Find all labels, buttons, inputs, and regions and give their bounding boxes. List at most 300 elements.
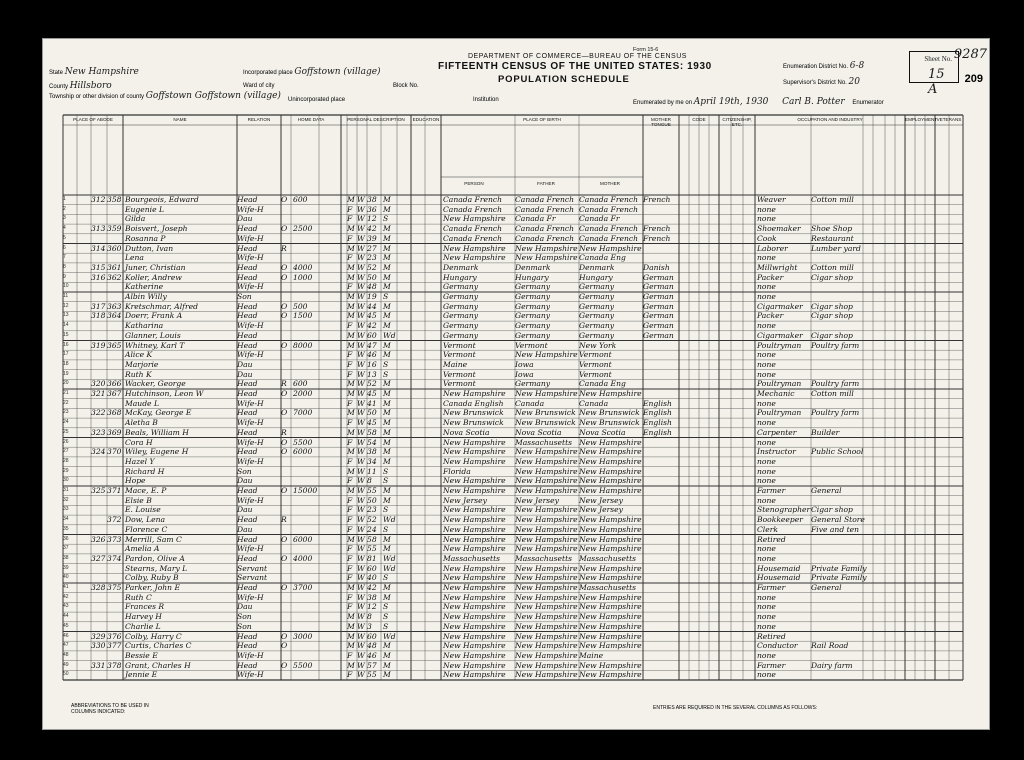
- cell-rel: Wife-H: [237, 650, 264, 660]
- cell-occ: none: [757, 544, 776, 554]
- cell-bp: Vermont: [443, 369, 476, 379]
- cell-name: Beals, William H: [125, 427, 189, 437]
- cell-n: 33: [63, 506, 69, 513]
- cell-mar: M: [383, 224, 391, 234]
- cell-name: Doerr, Frank A: [125, 311, 183, 321]
- cell-bp: New Hampshire: [443, 389, 506, 398]
- cell-age: 12: [367, 602, 377, 612]
- cell-own: O: [281, 224, 288, 234]
- cell-n: 2: [63, 205, 66, 212]
- cell-n: 24: [63, 419, 69, 426]
- cell-name: Bessie E: [125, 650, 158, 660]
- cell-mar: M: [383, 195, 391, 204]
- cell-mbp: New Hampshire: [579, 631, 642, 641]
- cell-rel: Dau: [237, 369, 253, 379]
- cell-race: W: [357, 330, 365, 340]
- cell-age: 27: [367, 243, 377, 253]
- cell-rel: Dau: [237, 524, 253, 534]
- cell-occ: none: [757, 456, 776, 466]
- cell-name: Stearns, Mary L: [125, 563, 188, 573]
- cell-age: 3: [367, 621, 372, 631]
- cell-lang: English: [643, 427, 672, 437]
- column-group-header: PLACE OF BIRTH: [523, 117, 561, 122]
- cell-rel: Head: [237, 515, 258, 525]
- cell-occ: Clerk: [757, 524, 778, 534]
- cell-age: 24: [367, 524, 377, 534]
- cell-bp: New Hampshire: [443, 486, 506, 495]
- cell-own: O: [281, 641, 288, 651]
- cell-race: W: [357, 592, 365, 602]
- cell-occ: none: [757, 282, 776, 292]
- cell-mbp: Canada Fr: [579, 214, 620, 224]
- cell-occ: none: [757, 602, 776, 612]
- cell-own: O: [281, 631, 288, 641]
- cell-mbp: New Hampshire: [579, 641, 642, 651]
- cell-occ: Cook: [757, 233, 777, 243]
- cell-name: Ruth C: [125, 592, 152, 602]
- cell-n: 12: [63, 302, 69, 309]
- table-row: [63, 360, 963, 370]
- cell-bp: New Hampshire: [443, 660, 506, 670]
- cell-sex: F: [347, 321, 353, 331]
- cell-n: 41: [63, 584, 69, 590]
- cell-fbp: Canada French: [515, 224, 574, 234]
- cell-rel: Wife-H: [237, 418, 264, 428]
- cell-own: O: [281, 534, 288, 544]
- cell-mbp: Vermont: [579, 350, 612, 360]
- cell-bp: Germany: [443, 330, 479, 340]
- cell-age: 60: [367, 563, 377, 573]
- cell-lang: French: [643, 233, 671, 243]
- cell-own: O: [281, 311, 288, 321]
- supervisor-field: [783, 77, 860, 87]
- unincorporated-label: Unincorporated place: [288, 97, 346, 103]
- cell-race: W: [357, 214, 365, 224]
- cell-name: Alice K: [125, 350, 153, 360]
- cell-name: Boisvert, Joseph: [125, 224, 188, 234]
- cell-mbp: Maine: [579, 650, 604, 660]
- cell-rel: Servant: [237, 563, 268, 573]
- cell-own: O: [281, 389, 288, 398]
- cell-n: 21: [63, 390, 69, 396]
- cell-age: 34: [367, 456, 377, 466]
- cell-bp: Germany: [443, 321, 479, 331]
- cell-mbp: New Hampshire: [579, 456, 642, 466]
- cell-lang: German: [643, 282, 674, 292]
- cell-dw: 317: [91, 301, 106, 311]
- cell-lang: French: [643, 195, 671, 204]
- cell-bp: New Hampshire: [443, 544, 506, 554]
- cell-mar: S: [383, 476, 389, 486]
- cell-rel: Head: [237, 447, 258, 457]
- cell-fbp: New Hampshire: [515, 534, 578, 544]
- column-group-header: HOME DATA: [297, 117, 325, 122]
- cell-bp: New Hampshire: [443, 515, 506, 525]
- cell-val: 4000: [293, 553, 313, 563]
- enumeration-field: [783, 61, 864, 71]
- county-label: County: [49, 84, 69, 90]
- cell-val: 8000: [293, 340, 313, 350]
- cell-fam: 367: [107, 389, 122, 398]
- title-census: FIFTEENTH CENSUS OF THE UNITED STATES: 1930: [438, 61, 712, 72]
- cell-rel: Dau: [237, 476, 253, 486]
- cell-dw: 328: [91, 583, 106, 592]
- cell-occ: none: [757, 350, 776, 360]
- cell-n: 10: [63, 283, 69, 290]
- table-row: [63, 302, 963, 312]
- cell-mar: S: [383, 621, 389, 631]
- cell-name: Bourgeois, Edward: [125, 195, 199, 204]
- cell-n: 30: [63, 477, 69, 484]
- cell-val: 500: [293, 301, 308, 311]
- cell-n: 42: [63, 593, 69, 600]
- cell-rel: Head: [237, 330, 258, 340]
- cell-rel: Wife-H: [237, 350, 264, 360]
- cell-mbp: Canada Eng: [579, 379, 626, 389]
- cell-dw: 315: [91, 262, 106, 272]
- cell-bp: New Hampshire: [443, 447, 506, 457]
- cell-race: W: [357, 233, 365, 243]
- cell-ind: Poultry farm: [811, 379, 860, 389]
- cell-bp: Canada French: [443, 195, 502, 204]
- cell-name: Koller, Andrew: [125, 272, 182, 282]
- cell-lang: English: [643, 398, 672, 408]
- cell-n: 7: [63, 254, 66, 261]
- cell-sex: F: [347, 505, 353, 515]
- cell-name: Wiley, Eugene H: [125, 447, 189, 457]
- cell-age: 46: [367, 650, 377, 660]
- stamp-number: 9287: [953, 47, 987, 62]
- table-row: [63, 292, 963, 302]
- cell-rel: Wife-H: [237, 398, 264, 408]
- cell-sex: F: [347, 650, 353, 660]
- cell-mar: M: [383, 311, 391, 321]
- cell-race: W: [357, 427, 365, 437]
- cell-bp: New Hampshire: [443, 214, 506, 224]
- cell-occ: Packer: [757, 311, 784, 321]
- cell-fbp: New Hampshire: [515, 573, 578, 583]
- cell-mbp: New Hampshire: [579, 612, 642, 622]
- institution-label: Institution: [473, 97, 499, 103]
- cell-ind: Shoe Shop: [811, 224, 853, 234]
- cell-rel: Son: [237, 466, 252, 476]
- cell-val: 7000: [293, 408, 313, 418]
- cell-rel: Head: [237, 272, 258, 282]
- cell-sex: F: [347, 670, 353, 680]
- cell-age: 23: [367, 505, 377, 515]
- state-field: [49, 67, 139, 77]
- table-row: [63, 311, 963, 321]
- cell-bp: New Hampshire: [443, 505, 506, 515]
- cell-occ: Farmer: [757, 486, 786, 495]
- cell-n: 20: [63, 380, 69, 387]
- cell-mbp: Massachusetts: [579, 553, 637, 563]
- cell-age: 42: [367, 583, 377, 592]
- table-row: [63, 515, 963, 525]
- cell-occ: none: [757, 418, 776, 428]
- cell-occ: Stenographer: [757, 505, 811, 515]
- cell-sex: F: [347, 204, 353, 214]
- cell-race: W: [357, 369, 365, 379]
- cell-name: Hazel Y: [125, 456, 155, 466]
- table-row: [63, 535, 963, 545]
- cell-own: O: [281, 272, 288, 282]
- cell-mar: M: [383, 418, 391, 428]
- cell-mbp: New Hampshire: [579, 621, 642, 631]
- cell-mar: M: [383, 495, 391, 505]
- table-row: [63, 205, 963, 215]
- cell-fam: 363: [107, 301, 122, 311]
- cell-fbp: New Hampshire: [515, 476, 578, 486]
- cell-fbp: New Hampshire: [515, 641, 578, 651]
- cell-fbp: New Hampshire: [515, 505, 578, 515]
- cell-age: 48: [367, 282, 377, 292]
- cell-bp: Vermont: [443, 350, 476, 360]
- cell-fam: 362: [107, 272, 122, 282]
- cell-occ: none: [757, 621, 776, 631]
- cell-age: 50: [367, 272, 377, 282]
- cell-race: W: [357, 583, 365, 592]
- cell-rel: Head: [237, 195, 258, 204]
- cell-age: 38: [367, 447, 377, 457]
- cell-ind: General: [811, 486, 842, 495]
- cell-fbp: New Hampshire: [515, 563, 578, 573]
- cell-mbp: New Hampshire: [579, 486, 642, 495]
- sheet-number-box: [909, 51, 959, 97]
- cell-sex: M: [347, 224, 355, 234]
- cell-name: Katharina: [125, 321, 164, 331]
- cell-mbp: New Hampshire: [579, 534, 642, 544]
- cell-own: R: [281, 427, 287, 437]
- county-value: Hillsboro: [69, 81, 112, 91]
- table-row: [63, 447, 963, 457]
- cell-occ: Poultryman: [757, 408, 802, 418]
- state-label: State: [49, 70, 64, 76]
- cell-sex: M: [347, 631, 355, 641]
- cell-n: 23: [63, 409, 69, 416]
- cell-age: 52: [367, 262, 377, 272]
- cell-n: 18: [63, 360, 69, 367]
- cell-occ: Carpenter: [757, 427, 797, 437]
- cell-mar: M: [383, 437, 391, 447]
- cell-bp: Canada French: [443, 224, 502, 234]
- cell-name: Whitney, Karl T: [125, 340, 185, 350]
- cell-lang: English: [643, 418, 672, 428]
- cell-fbp: Denmark: [515, 262, 551, 272]
- cell-lang: German: [643, 311, 674, 321]
- cell-bp: New Hampshire: [443, 650, 506, 660]
- cell-age: 47: [367, 340, 377, 350]
- county-field: [49, 81, 112, 91]
- cell-sex: M: [347, 486, 355, 495]
- cell-n: 49: [63, 661, 69, 668]
- cell-rel: Head: [237, 243, 258, 253]
- cell-fam: 368: [107, 408, 122, 418]
- cell-mar: M: [383, 301, 391, 311]
- cell-age: 46: [367, 350, 377, 360]
- cell-bp: Germany: [443, 311, 479, 321]
- cell-ind: Cotton mill: [811, 262, 854, 272]
- cell-lang: French: [643, 224, 671, 234]
- cell-fbp: New Hampshire: [515, 583, 578, 592]
- cell-age: 38: [367, 592, 377, 602]
- cell-sex: M: [347, 427, 355, 437]
- column-group-header: PERSONAL DESCRIPTION: [347, 117, 405, 122]
- cell-fbp: New Hampshire: [515, 524, 578, 534]
- cell-fbp: New Hampshire: [515, 670, 578, 680]
- column-group-header: PLACE OF ABODE: [73, 117, 113, 122]
- cell-name: Jennie E: [125, 670, 158, 680]
- cell-occ: none: [757, 398, 776, 408]
- cell-race: W: [357, 292, 365, 301]
- cell-n: 13: [63, 312, 69, 319]
- cell-own: O: [281, 583, 288, 592]
- cell-name: Hutchinson, Leon W: [125, 389, 204, 398]
- cell-mar: M: [383, 641, 391, 651]
- cell-sex: F: [347, 602, 353, 612]
- cell-mar: M: [383, 379, 391, 389]
- cell-mar: S: [383, 573, 389, 583]
- cell-fbp: New Hampshire: [515, 612, 578, 622]
- table-row: [63, 244, 963, 254]
- cell-ind: Cotton mill: [811, 389, 854, 398]
- cell-fbp: Iowa: [515, 359, 534, 369]
- cell-sex: F: [347, 524, 353, 534]
- cell-mar: M: [383, 282, 391, 292]
- cell-bp: Denmark: [443, 262, 479, 272]
- table-row: [63, 505, 963, 515]
- cell-mar: M: [383, 427, 391, 437]
- cell-mbp: Germany: [579, 330, 615, 340]
- cell-fbp: Germany: [515, 301, 551, 311]
- cell-n: 15: [63, 331, 69, 338]
- cell-sex: F: [347, 369, 353, 379]
- cell-occ: Retired: [757, 631, 786, 641]
- cell-fbp: Canada French: [515, 195, 574, 204]
- cell-fbp: New Hampshire: [515, 602, 578, 612]
- cell-ind: Public School: [811, 447, 864, 457]
- cell-fbp: Canada Fr: [515, 214, 556, 224]
- cell-age: 45: [367, 418, 377, 428]
- cell-name: Aletha B: [125, 418, 158, 428]
- enumerator-name: Carl B. Potter: [782, 97, 845, 107]
- cell-own: O: [281, 262, 288, 272]
- cell-val: 5500: [293, 437, 313, 447]
- table-row: [63, 253, 963, 263]
- cell-val: 1000: [293, 272, 313, 282]
- cell-rel: Head: [237, 583, 258, 592]
- enumeration-value: 6-8: [849, 61, 865, 71]
- cell-race: W: [357, 476, 365, 486]
- table-row: [63, 341, 963, 351]
- cell-occ: Housemaid: [757, 573, 801, 583]
- cell-val: 1500: [293, 311, 313, 321]
- cell-rel: Head: [237, 641, 258, 651]
- cell-race: W: [357, 437, 365, 447]
- cell-n: 17: [63, 351, 69, 358]
- cell-race: W: [357, 573, 365, 583]
- cell-bp: New Hampshire: [443, 573, 506, 583]
- cell-bp: New Jersey: [443, 495, 487, 505]
- cell-n: 3: [63, 215, 66, 222]
- cell-rel: Wife-H: [237, 282, 264, 292]
- cell-own: O: [281, 408, 288, 418]
- cell-sex: M: [347, 195, 355, 204]
- cell-name: Pardon, Olive A: [125, 553, 185, 563]
- cell-age: 52: [367, 379, 377, 389]
- cell-race: W: [357, 553, 365, 563]
- cell-race: W: [357, 398, 365, 408]
- cell-age: 8: [367, 476, 372, 486]
- cell-bp: New Hampshire: [443, 602, 506, 612]
- cell-mbp: Canada French: [579, 224, 638, 234]
- sheet-value: 15 A: [928, 67, 945, 97]
- cell-sex: F: [347, 553, 353, 563]
- cell-sex: M: [347, 389, 355, 398]
- cell-n: 9: [63, 273, 66, 280]
- cell-age: 12: [367, 214, 377, 224]
- cell-sex: F: [347, 456, 353, 466]
- cell-bp: New Hampshire: [443, 621, 506, 631]
- table-row: [63, 573, 963, 583]
- cell-sex: M: [347, 379, 355, 389]
- cell-sex: F: [347, 418, 353, 428]
- cell-age: 19: [367, 292, 377, 301]
- cell-mbp: Canada: [579, 398, 609, 408]
- cell-fam: 370: [107, 447, 122, 457]
- cell-mar: M: [383, 321, 391, 331]
- cell-mbp: New Hampshire: [579, 437, 642, 447]
- cell-race: W: [357, 650, 365, 660]
- cell-n: 6: [63, 244, 66, 251]
- cell-ind: Lumber yard: [811, 243, 861, 253]
- cell-race: W: [357, 660, 365, 670]
- table-row: [63, 457, 963, 467]
- cell-bp: Germany: [443, 301, 479, 311]
- cell-fbp: Vermont: [515, 340, 548, 350]
- cell-fam: 376: [107, 631, 122, 641]
- cell-bp: New Brunswick: [443, 408, 504, 418]
- cell-fbp: Canada French: [515, 204, 574, 214]
- cell-n: 26: [63, 438, 69, 445]
- cell-sex: F: [347, 214, 353, 224]
- cell-sex: F: [347, 282, 353, 292]
- institution-field: [473, 97, 499, 103]
- birth-subheader: PERSON: [464, 181, 484, 186]
- cell-own: O: [281, 340, 288, 350]
- table-row: [63, 273, 963, 283]
- cell-mar: M: [383, 670, 391, 680]
- cell-bp: New Brunswick: [443, 418, 504, 428]
- cell-n: 19: [63, 370, 69, 377]
- cell-own: O: [281, 553, 288, 563]
- cell-mar: M: [383, 486, 391, 495]
- cell-own: R: [281, 243, 287, 253]
- cell-race: W: [357, 340, 365, 350]
- table-row: [63, 670, 963, 680]
- cell-sex: M: [347, 311, 355, 321]
- cell-mbp: Vermont: [579, 369, 612, 379]
- cell-rel: Head: [237, 301, 258, 311]
- cell-occ: none: [757, 321, 776, 331]
- cell-sex: M: [347, 243, 355, 253]
- cell-fbp: Hungary: [515, 272, 549, 282]
- cell-name: Eugenie L: [125, 204, 165, 214]
- cell-age: 23: [367, 253, 377, 263]
- cell-fbp: New Hampshire: [515, 660, 578, 670]
- cell-fbp: New Hampshire: [515, 631, 578, 641]
- cell-age: 60: [367, 631, 377, 641]
